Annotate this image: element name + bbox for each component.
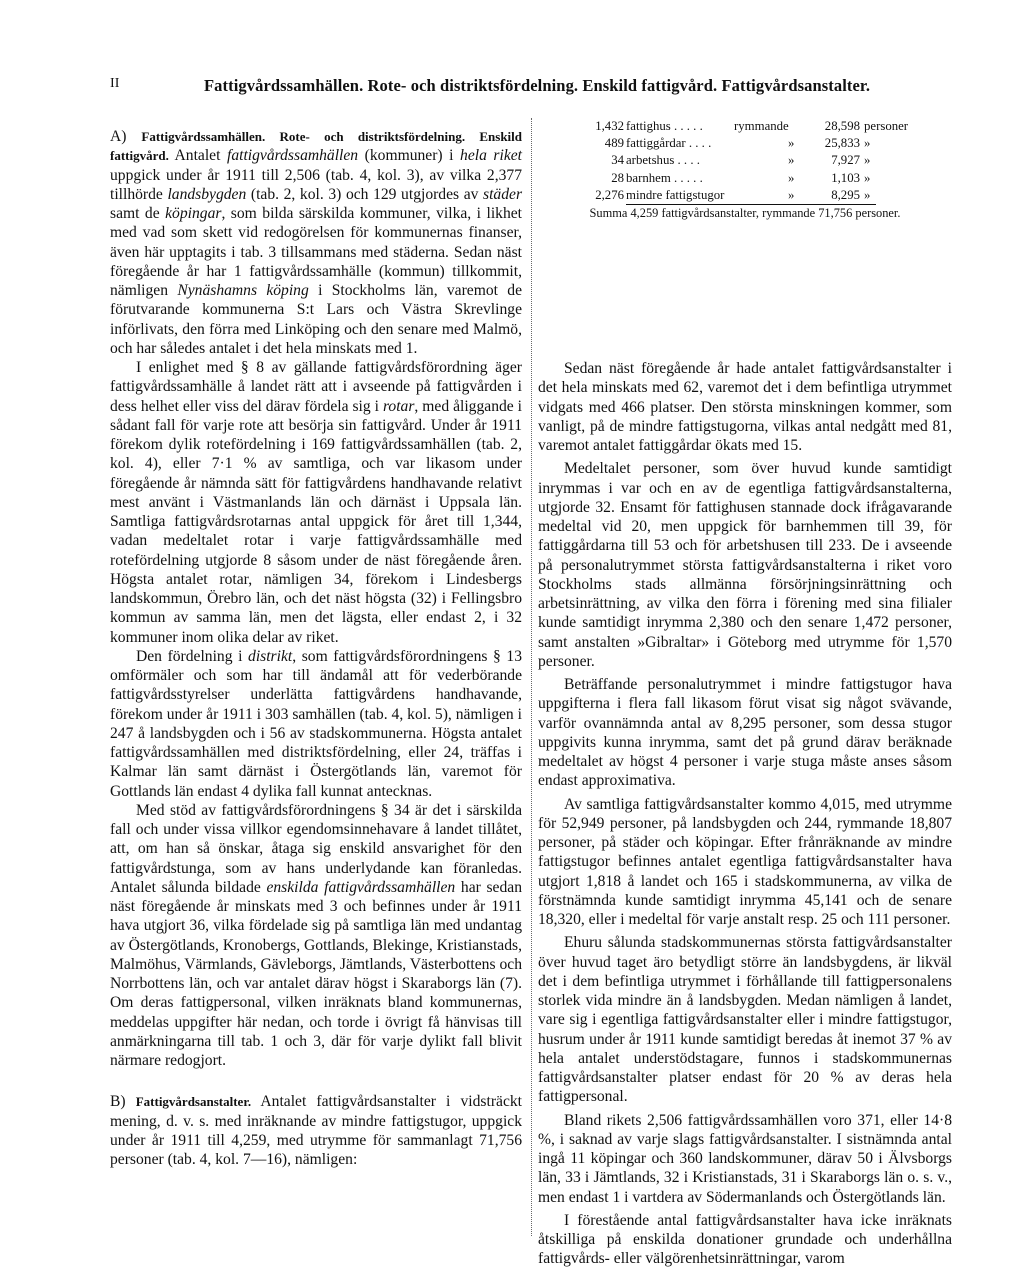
institutions-table <box>538 118 952 221</box>
paragraph: Sedan näst föregående år hade antalet fattigvårdsanstalter i det hela minskats med 62, varemot det i dem befintliga utrymmet vidgats med 466 platser. Den största minskningen kommer, som vanligt, på de mindre fattigstugorna, vilkas antal nedgått med 81, varemot antalet fattiggårdar ökats med 15. <box>538 360 952 454</box>
paragraph: I förestående antal fattigvårdsanstalter hava icke inräknats åtskilliga på enskilda donationer grundade och underhållna fattigvårds- eller välgörenhetsinrättningar, varom <box>538 1211 952 1268</box>
running-title: Fattigvårdssamhällen. Rote- och distriktsfördelning. Enskild fattigvård. Fattigvårdsanstalter. <box>204 76 871 95</box>
page-number: II <box>110 76 120 91</box>
paragraph: Ehuru sålunda stadskommunernas största fattigvårdsanstalter över huvud taget äro betydligt större än landsbygdens, är likväl det i dem befintliga utrymmet i förhållande till fattigpersonalens storlek vida mindre än å landsbygden. Medan nämligen å landet, vare sig i egentliga fattigvårdsanstalter eller i mindre fattigstugor, husrum under år 1911 kunde samtidigt beredas åt inemot 37 % av hela antalet understödstagare, funnos i stadskommunernas fattigvårdsanstalter platser endast för 20 % av deras hela fattigpersonal. <box>538 934 952 1106</box>
section-b-paragraph: B) Fattigvårdsanstalter. Antalet fattigvårdsanstalter i vidsträckt mening, d. v. s. med inräknande av mindre fattigstugor, uppgick under år 1911 till 4,259, med utrymme för sammanlagt 71,756 personer (tab. 4, kol. 7—16), nämligen: <box>110 1093 522 1168</box>
paragraph: Av samtliga fattigvårdsanstalter kommo 4,015, med utrymme för 52,949 personer, på landsbygden och 244, rymmande 18,807 personer, på städer och köpingar. Efter frånräknande av mindre fattigstugor befinnes antalet egentliga fattigvårdsanstalter hava utgjort 1,818 å landet och 165 i stadskommunerna, av vilka de förstnämnda kunde samtidigt inrymma 45,141 och de senare 18,320, eller i medeltal för varje anstalt resp. 25 och 111 personer. <box>538 795 952 928</box>
left-column <box>110 127 522 1169</box>
section-letter-b: B) <box>110 1093 136 1111</box>
distrikt-paragraph: Den fördelning i distrikt, som fattigvårdsförordningens § 13 omförmäler och som har till ändamål att för vederbörande fattigvårdsstyrelser underlätta fattigvårdens handhavande, förekom under år 1911 i 303 samhällen (tab. 4, kol. 5), nämligen i 247 å landsbygden och i 56 av stadskommunerna. Högsta antalet fattigvårdssamhällen med distriktsfördelning, eller 24, träffas i Kalmar län samt därnäst i Östergötlands län, varemot för Gottlands län endast 4 dylika fall kunnat antecknas. <box>110 647 523 800</box>
table-row: 28 barnhem . . . . . » 1,103 » <box>611 170 871 185</box>
paragraph: Bland rikets 2,506 fattigvårdssamhällen voro 371, eller 14·8 %, i saknad av varje slags fattigvårdsanstalter. I sistnämnda antal ingå 11 köpingar och 360 landskommuner, därav 50 i Älvsborgs län, 33 i Jämtlands, 32 i Kristianstads, 31 i Skaraborgs län o. s. v., men endast 1 i vartdera av Södermanlands och Östergötlands län. <box>538 1111 952 1206</box>
right-column <box>538 359 952 1269</box>
section-b-heading: Fattigvårdsanstalter. <box>135 1094 252 1110</box>
table-row: 1,432 fattighus . . . . . rymmande 28,598 personer <box>595 119 909 133</box>
table-row: 489 fattiggårdar . . . . » 25,833 » <box>604 136 871 151</box>
enskild-fattigvard-paragraph: Med stöd av fattigvårdsförordningens § 34 är det i särskilda fall och under vissa villkor egendomsinnehavare å landet tillåtet, att, om han så önskar, åtaga sig enskild ansvarighet för den fattigvårdstunga, som av hans underlydande kan föranledas. Antalet sålunda bildade enskilda fattigvårdssamhällen har sedan näst föregående år minskats med 3 och befinnes under år 1911 hava utgjort 36, vilka fördelade sig på samtliga län med undantag av Östergötlands, Kronobergs, Gottlands, Blekinge, Kristianstads, Malmöhus, Värmlands, Gävleborgs, Jämtlands, Västerbottens och Norrbottens län, och var antalet därav högst i Skaraborgs län (7). Om deras fattigpersonal, vilken inräknats bland kommunernas, meddelas uppgifter här nedan, och torde i övrigt få hänvisas till anmärkningarna till tab. 1 och 3, där för varje dylikt fall blivit närmare redogjort. <box>110 801 522 1069</box>
table-row: 2,276 mindre fattigstugor » 8,295 » <box>595 187 871 202</box>
section-a-heading: Fattigvårdssamhällen. Rote- och distriktsfördelning. Enskild fattigvård. <box>110 129 522 164</box>
table-summary: Summa 4,259 fattigvårdsanstalter, rymmande 71,756 personer. <box>589 205 901 220</box>
rotar-paragraph: I enlighet med § 8 av gällande fattigvårdsförordning äger fattigvårdssamhälle å landet rätt att i avseende på fattigvården i dess helhet eller viss del därav fördela sig i rotar, med åliggande i sådant fall för varje rote att besörja sin fattigvård. Under år 1911 förekom dylik rotefördelning i 169 fattigvårdssamhällen (tab. 2, kol. 4), eller 7·1 % av samtliga, och var likasom under föregående år nämnda sätt för fattigvårdens handhavande relativt mest använt i Västmanlands län och därnäst i Uppsala län. Samtliga fattigvårdsrotarnas antal uppgick för året till 1,344, vadan medeltalet rotar i varje fattigvårdssamhälle med rotefördelning utgjorde 8 såsom under de näst föregående åren. Högsta antalet rotar, nämligen 34, förekom i Lindesbergs landskommun, Örebro län, och det näst högsta (32) i Fellingsbro kommun av samma län, men det lägsta, eller endast 2, i 32 kommuner inom olika delar av riket. <box>110 359 522 646</box>
table-row: 34 arbetshus . . . . » 7,927 » <box>611 153 871 168</box>
table-rule-row <box>538 204 952 221</box>
paragraph: Beträffande personalutrymmet i mindre fattigstugor hava uppgifterna i flera fall likasom förut visat sig något svävande, varför ovannämnda antal av 8,295 personer, som dessa stugor uppgivits kunna inrymma, samt det på grund därav beräknade medeltalet av högst 4 personer i varje stuga måste anses såsom endast approximativa. <box>538 676 952 790</box>
paragraph: Medeltalet personer, som över huvud kunde samtidigt inrymmas i var och en av de egentliga fattigvårdsanstalterna, utgjorde 32. Ensamt för fattighusen stannade dock ifrågavarande medeltal vid 20, men uppgick för barnhemmen till 39, för fattiggårdarna till 53 och för arbetshusen till 233. De i avseende på personalutrymmet största fattigvårdsanstalterna i riket voro Stockholms stads allmänna försörjningsinrättning och arbetsinrättning, av vilka den förra i förening med sina filialer kunde samtidigt inrymma 2,380 och den senare 1,472 personer, samt anstalten »Gibraltar» i Göteborg med utrymme för 1,570 personer. <box>538 460 952 670</box>
section-letter-a: A) <box>110 128 142 145</box>
column-divider <box>531 118 532 1236</box>
section-a-paragraph: A) Fattigvårdssamhällen. Rote- och distriktsfördelning. Enskild fattigvård. Antalet fattigvårdssamhällen (kommuner) i hela riket uppgick under år 1911 till 2,506 (tab. 4, kol. 3), av vilka 2,377 tillhörde landsbygden (tab. 2, kol. 3) och 129 utgjordes av städer samt de köpingar, som bilda särskilda kommuner, vilka, i likhet med vad som skett vid redogörelsen för kommunernas finanser, även här upptagits i tab. 3 tillsammans med städerna. Sedan näst föregående år har 1 fattigvårdssamhälle (kommun) tillkommit, nämligen Nynäshamns köping i Stockholms län, varemot de förutvarande kommunerna S:t Lars och Västra Skrevlinge införlivats, den förra med Linköping och den senare med Malmö, och har således antalet i det hela minskats med 1. <box>110 128 523 357</box>
